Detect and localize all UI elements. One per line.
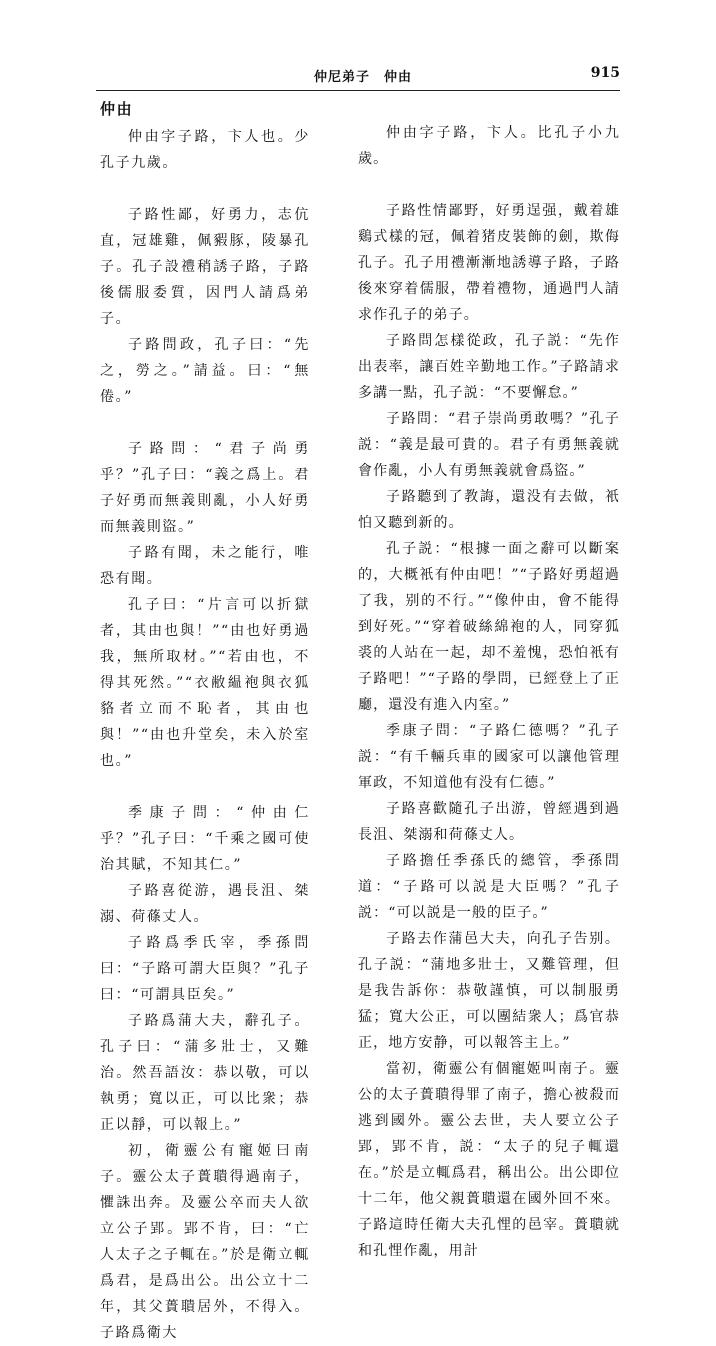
section-title: 仲由	[100, 100, 134, 118]
left-paragraph: 季康子問：“仲由仁乎？”孔子曰：“千乘之國可使治其賦，不知其仁。”	[100, 805, 310, 873]
left-paragraph: 初，衛靈公有寵姬曰南子。靈公太子蕢聵得過南子，懼誅出奔。及靈公卒而夫人欲立公子郢。郢不肯，曰：“亡人太子之子輒在。”於是衛立輒爲君，是爲出公。出公立十二年，其父蕢聵居外，不得入。子路爲衛大	[100, 1143, 310, 1341]
left-paragraph: 子路有聞，未之能行，唯恐有聞。	[100, 545, 310, 587]
left-paragraph: 子路爲季氏宰，季孫問曰：“子路可謂大臣與？”孔子曰：“可謂具臣矣。”	[100, 935, 310, 1003]
right-paragraph: 仲由字子路，卞人。比孔子小九歲。	[358, 125, 620, 167]
right-paragraph: 子路擔任季孫氏的總管，季孫問道：“子路可以説是大臣嗎？”孔子説：“可以説是一般的臣子。”	[358, 853, 620, 921]
right-paragraph: 子路喜歡隨孔子出游，曾經遇到過長沮、桀溺和荷蓧丈人。	[358, 801, 620, 843]
right-paragraph: 子路聽到了教誨，還没有去做，衹怕又聽到新的。	[358, 489, 620, 531]
right-paragraph: 當初，衛靈公有個寵姬叫南子。靈公的太子蕢聵得罪了南子，擔心被殺而逃到國外。靈公去世，夫人要立公子郢，郢不肯，説：“太子的兒子輒還在。”於是立輒爲君，稱出公。出公即位十二年，他父親蕢聵還在國外回不來。子路這時任衛大夫孔悝的邑宰。蕢聵就和孔悝作亂，用計	[358, 1061, 620, 1259]
page-header	[96, 62, 620, 91]
right-paragraph: 孔子説：“根據一面之辭可以斷案的，大概衹有仲由吧！”“子路好勇超過了我，别的不行。”“像仲由，會不能得到好死。”“穿着破絲綿袍的人，同穿狐裘的人站在一起，却不羞愧，恐怕衹有子路吧！”“子路的學問，已經登上了正廳，還没有進入内室。”	[358, 541, 620, 713]
left-paragraph: 子路問：“君子尚勇乎？”孔子曰：“義之爲上。君子好勇而無義則亂，小人好勇而無義則盜。”	[100, 441, 310, 535]
left-paragraph: 孔子曰：“片言可以折獄者，其由也與！”“由也好勇過我，無所取材。”“若由也，不得其死然。”“衣敝緼袍與衣狐貉者立而不恥者，其由也與！”“由也升堂矣，未入於室也。”	[100, 597, 310, 769]
page-number: 915	[590, 65, 620, 81]
right-paragraph: 子路問：“君子崇尚勇敢嗎？”孔子説：“義是最可貴的。君子有勇無義就會作亂，小人有勇無義就會爲盜。”	[358, 411, 620, 479]
left-paragraph: 子路問政，孔子曰：“先之，勞之。”請益。曰：“無倦。”	[100, 337, 310, 405]
left-column-classical-text	[100, 96, 310, 1346]
right-paragraph: 子路問怎樣從政，孔子説：“先作出表率，讓百姓辛勤地工作。”子路請求多講一點，孔子説：“不要懈怠。”	[358, 333, 620, 401]
left-paragraph: 子路喜從游，遇長沮、桀溺、荷蓧丈人。	[100, 883, 310, 925]
left-paragraph: 仲由字子路，卞人也。少孔子九歲。	[100, 129, 310, 171]
right-column-translation	[358, 120, 620, 1264]
left-paragraph: 子路性鄙，好勇力，志伉直，冠雄雞，佩豭豚，陵暴孔子。孔子設禮稍誘子路，子路後儒服委質，因門人請爲弟子。	[100, 207, 310, 327]
running-title: 仲尼弟子 仲由	[314, 70, 413, 85]
right-paragraph: 季康子問：“子路仁德嗎？”孔子説：“有千輛兵車的國家可以讓他管理軍政，不知道他有没有仁德。”	[358, 723, 620, 791]
right-paragraph: 子路性情鄙野，好勇逞强，戴着雄鷄式樣的冠，佩着猪皮裝飾的劍，欺侮孔子。孔子用禮漸漸地誘導子路，子路後來穿着儒服，帶着禮物，通過門人請求作孔子的弟子。	[358, 203, 620, 323]
right-paragraph: 子路去作蒲邑大夫，向孔子告别。孔子説：“蒲地多壯士，又難管理，但是我告訴你：恭敬謹慎，可以制服勇猛；寬大公正，可以團結衆人；爲官恭正，地方安静，可以報答主上。”	[358, 931, 620, 1051]
left-paragraph: 子路爲蒲大夫，辭孔子。孔子曰：“蒲多壯士，又難治。然吾語汝：恭以敬，可以執勇；寬以正，可以比衆；恭正以靜，可以報上。”	[100, 1013, 310, 1133]
